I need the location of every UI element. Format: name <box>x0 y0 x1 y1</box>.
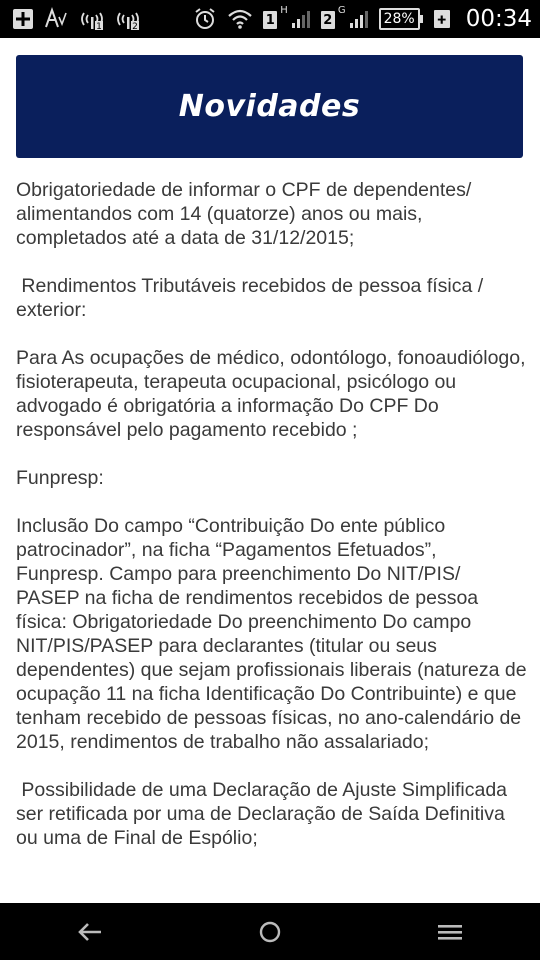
news-paragraph: Para As ocupações de médico, odontólogo, fonoaudiólogo, fisioterapeuta, terapeuta ocupacional, psicólogo ou advogado é obrigatória a informação Do CPF Do responsável pelo pagamento recebido ; <box>16 347 526 441</box>
battery-icon <box>379 8 420 30</box>
home-button[interactable] <box>240 912 300 952</box>
page-title: Novidades <box>178 89 361 124</box>
back-button[interactable] <box>60 912 120 952</box>
news-content[interactable] <box>16 178 528 902</box>
sim2-badge: 2 <box>321 11 335 29</box>
add-box-icon <box>12 4 34 34</box>
back-icon <box>77 921 103 943</box>
home-icon <box>258 920 282 944</box>
menu-button[interactable] <box>420 912 480 952</box>
sim1-signal <box>263 5 311 29</box>
wifi-calling-2-icon <box>116 4 142 34</box>
sim2-network-type: G <box>337 5 346 16</box>
charging-plus-icon: + <box>434 10 450 28</box>
clock: 00:34 <box>465 6 532 32</box>
svg-text:1: 1 <box>96 22 102 31</box>
alarm-icon <box>193 4 217 34</box>
signal-icon <box>291 9 311 29</box>
menu-icon <box>437 922 463 942</box>
news-paragraph: Rendimentos Tributáveis recebidos de pessoa física / exterior: <box>16 275 489 321</box>
header-banner <box>16 55 523 158</box>
battery-level: 28% <box>383 11 415 27</box>
font-size-icon <box>44 4 70 34</box>
status-bar <box>0 0 540 38</box>
news-paragraph: Funpresp: <box>16 467 104 489</box>
signal-icon <box>349 9 369 29</box>
news-paragraph: Possibilidade de uma Declaração de Ajuste Simplificada ser retificada por uma de Declaração de Saída Definitiva ou uma de Final de Espólio; <box>16 779 513 849</box>
status-bar-left <box>12 4 142 34</box>
wifi-icon <box>227 4 253 34</box>
svg-text:2: 2 <box>132 22 138 31</box>
status-bar-right <box>193 4 532 34</box>
sim1-network-type: H <box>280 5 288 16</box>
navigation-bar <box>0 903 540 960</box>
news-paragraph: Inclusão Do campo “Contribuição Do ente público patrocinador”, na ficha “Pagamentos Efetuados”, Funpresp. Campo para preenchimento Do NIT/PIS/ PASEP na ficha de rendimentos recebidos de pessoa física: Obrigatoriedade Do preenchimento Do campo NIT/PIS/PASEP para declarantes (titular ou seus dependentes) que sejam profissionais liberais (natureza de ocupação 11 na ficha Identificação Do Contribuinte) e que tenham recebido de pessoas físicas, no ano-calendário de 2015, rendimentos de trabalho não assalariado; <box>16 515 527 753</box>
wifi-calling-1-icon <box>80 4 106 34</box>
news-paragraph: Obrigatoriedade de informar o CPF de dependentes/ alimentandos com 14 (quatorze) anos ou mais, completados até a data de 31/12/2015; <box>16 179 472 249</box>
sim2-signal <box>321 5 369 29</box>
sim1-badge: 1 <box>263 11 277 29</box>
